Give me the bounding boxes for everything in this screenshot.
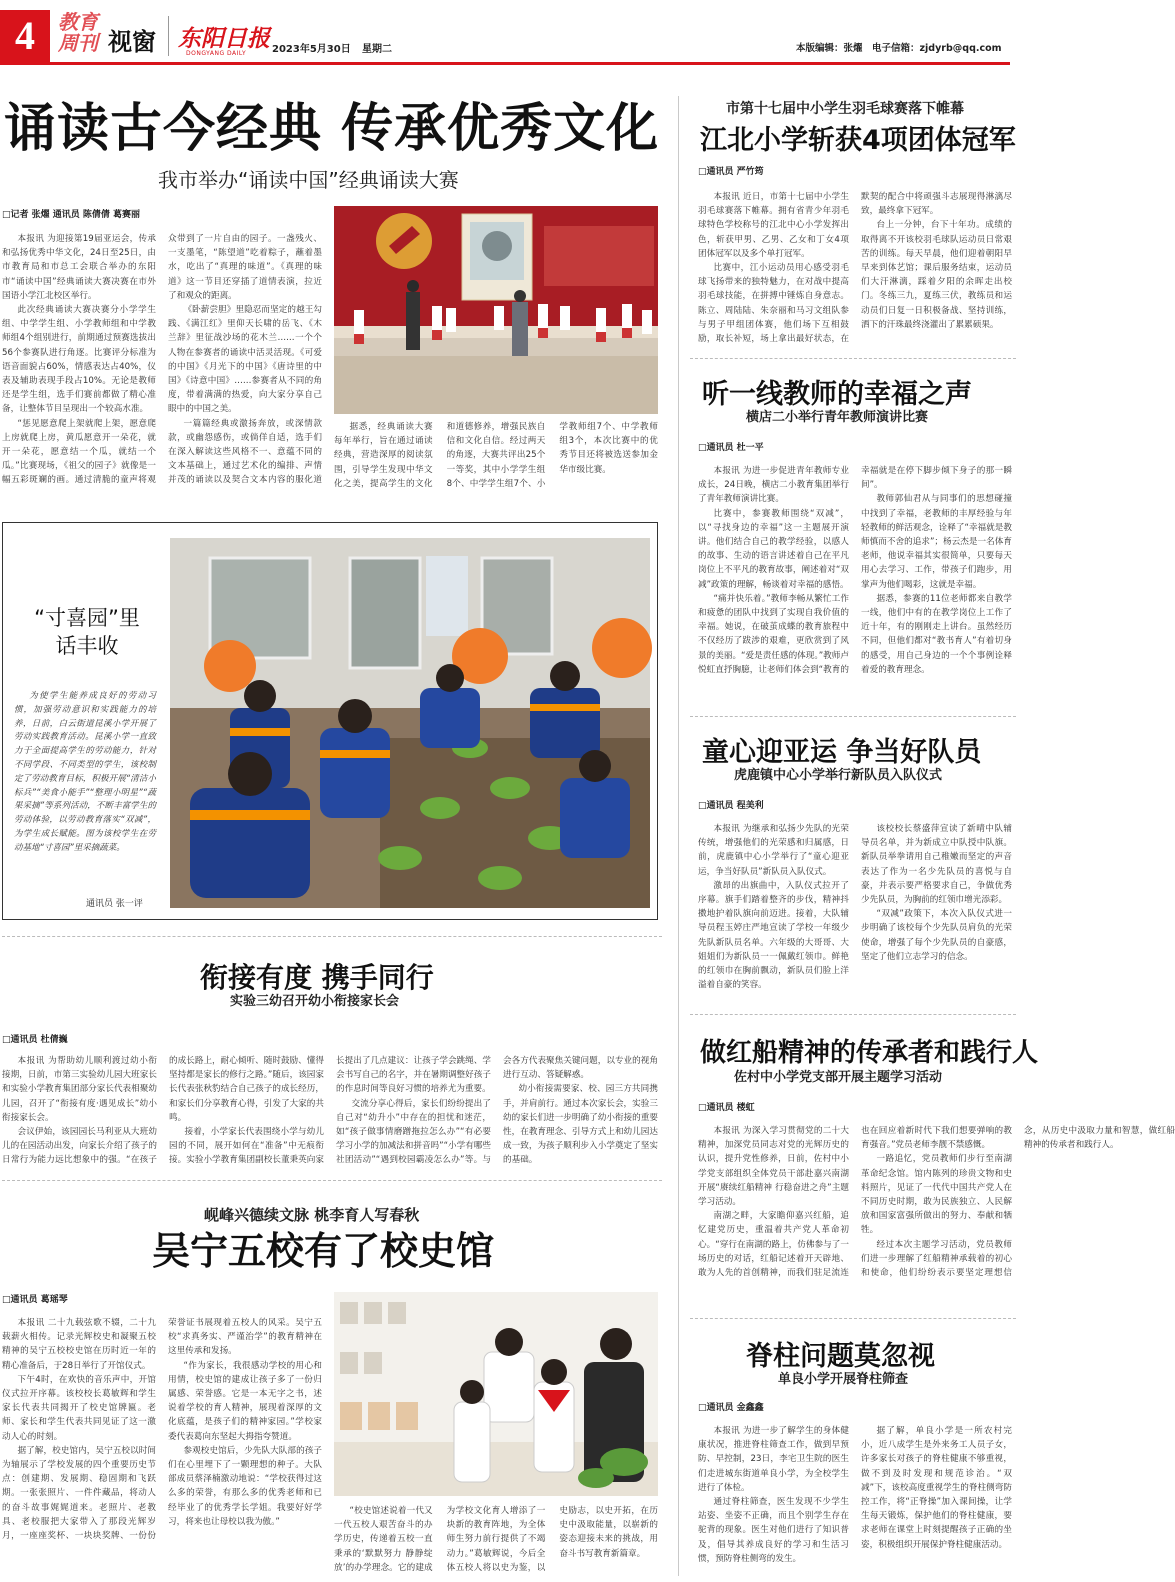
masthead-divider <box>168 16 169 56</box>
article-subhead: 虎鹿镇中心小学举行新队员入队仪式 <box>734 768 943 783</box>
article-subhead: 单良小学开展脊柱筛查 <box>778 1372 909 1387</box>
issue-weekday: 星期二 <box>362 44 392 55</box>
article-headline: 脊柱问题莫忽视 <box>746 1341 935 1372</box>
article-body: 本报讯 近日，市第十七届中小学生羽毛球赛落下帷幕。拥有省青少年羽毛球特色学校称号的江北中心小学发挥出色，斩获甲男、乙男、乙女和丁女4项团体冠军以及多个单打冠军。 比赛中，江小运动员用心感受羽毛球飞扬带来的独特魅力，在对战中提高羽毛球技能，在拼搏中锤炼自身意志。陈立、周陆陆、朱奈丽和马习文组队参与男子甲组团体赛，他们场下互相鼓励，取长补短，场上拿出最好状态，在默契的配合中将顽强斗志展现得淋漓尽致，最终拿下冠军。 台上一分钟，台下十年功。成绩的取得离不开该校羽毛球队运动员日常艰苦的训练。每天早晨，他们迎着朝阳早早来到体艺馆；课后服务结束，运动员们大汗淋漓，踩着夕阳的余晖走出校门。冬练三九，夏练三伏，教练员和运动员们日复一日积极备战、坚持训练，洒下的汗珠最终浇灌出了累累硕果。 <box>698 192 1012 345</box>
article-body: 本报讯 二十九载弦歌不辍，二十九载薪火相传。记录光辉校史和凝聚五校精神的吴宁五校校史馆在历时近一年的精心准备后，于28日举行了开馆仪式。 下午4时，在欢快的音乐声中，开馆仪式拉开序幕。该校校长葛敏辉和学生家长代表共同揭开了校史馆牌匾。老师、家长和学生代表共同见证了这一激动人心的时刻。 据了解，校史馆内，吴宁五校以时间为轴展示了学校发展的四个重要历史节点：创建期、发展期、稳固期和飞跃期。一张张照片、一件件藏品，将动人的奋斗故事娓娓道来。老照片、老教具、老校服把大家带入了那段光辉岁月，一座座奖杯、一块块奖牌、一份份荣誉证书展现着五校人的风采。吴宁五校“求真务实、严谨治学”的教育精神在这里传承和发扬。 “作为家长，我很感动学校的用心和用情，校史馆的建成让孩子多了一份归属感、荣誉感。它是一本无字之书，述说着学校的育人精神，展现着深厚的文化底蕴，是孩子们的精神家园。”学校家委代表葛向东坚起大拇指夸赞道。 参观校史馆后，少先队大队部的孩子们在心里埋下了一颗理想的种子。大队部成员蔡泽楠激动地说：“学校获得过这么多的荣誉，有那么多的优秀老师和已经毕业了的优秀学长学姐。我要好好学习，将来也让母校以我为傲。” <box>2 1318 322 1542</box>
article-headline: 吴宁五校有了校史馆 <box>152 1229 495 1273</box>
section-name-shichuang: 视窗 <box>108 27 156 56</box>
stage-scene-drawing <box>334 206 658 414</box>
garden-harvest-photo <box>170 538 650 908</box>
article-subhead: 横店二小举行青年教师演讲比赛 <box>746 410 929 425</box>
school-history-museum-photo <box>334 1292 658 1496</box>
article-byline: □通讯员 杜一平 <box>698 443 764 453</box>
article-byline: □通讯员 杜倩巍 <box>2 1035 68 1045</box>
masthead <box>0 0 1024 66</box>
section-divider <box>690 716 1016 717</box>
photo-feature-headline: “寸喜园”里 话丰收 <box>34 606 140 658</box>
article-body: 本报讯 为继承和弘扬少先队的光荣传统，增强他们的光荣感和归属感，日前，虎鹿镇中心小学举行了“童心迎亚运，争当好队员”新队员入队仪式。 激昂的出旗曲中，入队仪式拉开了序幕。旗手们踏着整齐的步伐，精神抖擞地护着队旗向前迈进。接着，大队辅导员程玉婷庄严地宣读了学校一年级少先队新队员名单。六年级的大哥哥、大姐姐们为新队员一一佩戴红领巾。鲜艳的红领巾在胸前飘动，新队员们脸上洋溢着自豪的笑容。 该校校长蔡盛萍宣读了新晴中队辅导员名单，并为新成立中队授中队旗。新队员举拳请用自己稚嫩而坚定的声音表达了作为一名少先队员的喜悦与自豪，并表示要严格要求自己，争做优秀少先队员，为胸前的红领巾增光添彩。 “双减”政策下，本次入队仪式进一步明确了该校每个少先队员肩负的光荣使命，增强了每个少先队员的自豪感，坚定了他们立志学习的信念。 <box>698 824 1012 991</box>
paper-logo: 东阳日报 <box>178 25 270 52</box>
article-body-continued: 据悉，经典诵读大赛每年举行，旨在通过诵读经典，营造深厚的阅读氛围，引导学生发现中华文化之美，提高学生的文化和道德修养，增强民族自信和文化自信。经过两天的角逐，大赛共评出25个一等奖，其中小学学生组8个、中学学生组7个、小学教师组7个、中学教师组3个，本次比赛中的优秀节目还将被选送参加金华市级比赛。 <box>334 422 658 489</box>
article-byline: □通讯员 金鑫鑫 <box>698 1403 764 1413</box>
paper-logo-en: DONGYANG DAILY <box>186 50 247 57</box>
article-byline: □通讯员 程美利 <box>698 801 764 811</box>
article-headline: 诵读古今经典 传承优秀文化 <box>4 99 660 159</box>
article-byline: □记者 张燿 通讯员 陈倩倩 葛赛丽 <box>2 210 141 220</box>
article-body: 本报讯 为深入学习贯彻党的二十大精神，加深党员同志对党的光辉历史的认识，提升党性修养，日前，佐村中小学党支部组织全体党员干部赴嘉兴南湖开展“赓续红船精神 行稳奋进之舟”主题学习活动。 南湖之畔，大家瞻仰嘉兴红船，追忆建党历史，重温着共产党人革命初心。“穿行在南湖的路上，仿佛参与了一场历史的对话，红船记述着开天辟地、敢为人先的首创精神，而我们驻足流连也在回应着新时代下我们想要弹响的教育强音。”党员老师李靓不禁感慨。 一路追忆，党员教师们步行至南湖革命纪念馆。馆内陈列的珍贵文物和史料照片，见证了一代代中国共产党人在不同历史时期，敢为民族独立、人民解放和国家富强所做出的努力、奉献和牺牲。 经过本次主题学习活动，党员教师们进一步理解了红船精神承载着的初心和使命，他们纷纷表示要坚定理想信念，从历史中汲取力量和智慧，做红船精神的传承者和践行人。 <box>698 1126 1175 1279</box>
article-kicker: 市第十七届中小学生羽毛球赛落下帷幕 <box>726 101 964 117</box>
article-headline: 听一线教师的幸福之声 <box>702 379 972 410</box>
article-headline: 衔接有度 携手同行 <box>200 961 434 994</box>
article-headline: 江北小学斩获4项团体冠军 <box>700 125 1016 156</box>
article-subhead: 实验三幼召开幼小衔接家长会 <box>230 994 400 1009</box>
section-divider <box>2 936 662 937</box>
photo-feature-caption: 为使学生能养成良好的劳动习惯，加强劳动意识和实践能力的培养，日前，白云街道昆溪小学开展了劳动实践教育活动。昆溪小学一直致力于全面提高学生的劳动能力，针对不同学段、不同类型的学生，该校制定了劳动教育目标，积极开展“清洁小标兵”“美食小能手”“整理小明星”“蔬果采摘”等系列活动，不断丰富学生的劳动体验，以劳动教育落实“双减”，为学生成长赋能。图为该校学生在劳动基地“寸喜园”里采摘蔬菜。 <box>14 691 156 853</box>
section-divider <box>690 1014 1016 1015</box>
article-body: 本报讯 为迎接第19届亚运会，传承和弘扬优秀中华文化，24日至25日，由市教育局和市总工会联合举办的东阳市“诵读中国”经典诵读大赛决赛在市外国语小学江北校区举行。 此次经典诵读大赛决赛分小学学生组、中学学生组、小学教师组和中学教师组4个组别进行，前期通过预赛选拔出56个参赛队进行角逐。比赛评分标准为语音面貌占60%，情感表达占40%，仪表及辅助表现手段占10%。无论是教师还是学生组，选手们赛前都做了精心准备，让整体节目呈现出一个较高水准。 “惩见愿意爬上架就爬上架，愿意爬上房就爬上房，黄瓜愿意开一朵花，就开一朵花，愿意结一个瓜，就结一个瓜。”比赛现场，《祖父的园子》就像是一幅五彩斑斓的画。通过清脆的童声将观众带到了一片自由的园子。一盏残火、一支墨笔，“陈望道”吃着粽子，蘸着墨水，吃出了“真理的味道”。《真理的味道》这一节目还穿插了道情表演，拉近了和观众的距离。 《卧薪尝胆》里隐忍而坚定的越王勾践、《满江红》里仰天长啸的岳飞、《木兰辞》里征战沙场的花木兰……一个个人物在参赛者的诵读中活灵活现。《可爱的中国》《月光下的中国》《唐诗里的中国》《诗意中国》……参赛者从不同的角度，带着满满的热爱，向大家分享自己眼中的中国之美。 一篇篇经典或激扬奔放，或深情款款，或幽怨感伤，或倘佯自适，选手们在深入解读这些风格不一、意蕴不同的文本基础上，通过艺术化的编排、声情并茂的诵读以及契合文本内容的服化道 <box>2 234 322 486</box>
photo-feature-byline: 通讯员 张一评 <box>86 899 143 909</box>
article-headline: 童心迎亚运 争当好队员 <box>702 737 982 768</box>
garden-scene-drawing <box>170 538 650 908</box>
section-name-jiaoyu: 教育周刊 <box>58 10 98 55</box>
article-body: 本报讯 为帮助幼儿顺利渡过幼小衔接期，日前，市第三实验幼儿园大班家长和实验小学教育集团部分家长代表相聚幼儿园，召开了“衔接有度·遇见成长”幼小衔接家长会。 会议伊始，该园园长马利亚从大班幼儿的在园活动出发，向家长介绍了孩子的日常行为能力远比想象中的强。“在孩子的成长路上，耐心倾听、随时鼓励、懂得坚持都是家长的修行之路。”随后，该园家长代表张秋豹结合自己孩子的成长经历，和家长们分享教育心得，引发了大家的共鸣。 接着，小学家长代表围绕小学与幼儿园的不同，展开如何在“准备”中无痕衔接。实验小学教育集团副校长董秉英向家长提出了几点建议：让孩子学会跳绳、学会书写自己的名字，并在暑期调整好孩子的作息时间等良好习惯的培养尤为重要。 交流分享心得后，家长们纷纷提出了自己对“幼升小”中存在的担忧和迷茫，如“孩子做事情磨蹭拖拉怎么办”“有必要学习小学的加减法和拼音吗”“小学有哪些社团活动”“遇到校园霸凌怎么办”等。与会各方代表聚焦关键问题，以专业的视角进行互动、答疑解惑。 幼小衔接需要家、校、园三方共同携手，并肩前行。通过本次家长会，实验三幼的家长们进一步明确了幼小衔接的重要性，在教育理念、引导方式上和幼儿园达成一致，为孩子顺利步入小学奠定了坚实的基础。 <box>2 1056 658 1166</box>
section-divider <box>690 1318 1016 1319</box>
article-byline: □通讯员 严竹筠 <box>698 167 764 177</box>
article-subhead: 我市举办“诵读中国”经典诵读大赛 <box>158 168 459 192</box>
article-subhead: 佐村中小学党支部开展主题学习活动 <box>734 1070 943 1085</box>
section-divider <box>690 358 1016 359</box>
column-divider <box>678 96 679 1576</box>
issue-date: 2023年5月30日 <box>272 44 351 55</box>
recitation-stage-photo <box>334 206 658 414</box>
article-body-continued: “校史馆述说着一代又一代五校人艰苦奋斗的办学历史，传递着五校一直秉承的‘默默努力 静静绽放’的办学理念。它的建成为学校文化育人增添了一块新的教育阵地，为全体师生努力前行提供了不竭动力。”葛敏辉说，今后全体五校人将以史为鉴，以史励志，以史开拓，在历史中汲取能量，以崭新的姿态迎接未来的挑战，用奋斗书写教育新篇章。 <box>334 1506 658 1573</box>
museum-scene-drawing <box>334 1292 658 1496</box>
article-kicker: 岘峰兴德续文脉 桃李育人写春秋 <box>204 1206 420 1224</box>
article-byline: □通讯员 葛瑶琴 <box>2 1295 68 1305</box>
article-body: 本报讯 为进一步了解学生的身体健康状况，推进脊柱筛查工作，做到早预防、早控制，23日，李宅卫生院的医生们走进城东街道单良小学，为全校学生进行了体检。 通过脊柱筛查，医生发现不少学生站姿、坐姿不正确，而且个别学生存在驼背的现象。医生对他们进行了知识普及，倡导其养成良好的学习和生活习惯，预防脊柱侧弯的发生。 据了解，单良小学是一所农村完小，近八成学生是外来务工人员子女，许多家长对孩子的脊柱健康不够重视，做不到及时发现和规范诊治。“双减”下，该校高度重视学生的脊柱侧弯防控工作，将“正脊操”加入课间操，让学生每天锻炼，保护他们的脊柱健康，要求老师在课堂上时刻提醒孩子正确的坐姿，积极组织开展保护脊柱健康活动。 <box>698 1426 1012 1564</box>
article-body: 本报讯 为进一步促进青年教师专业成长，24日晚，横店二小教育集团举行了青年教师演讲比赛。 比赛中，参赛教师围绕“双减”，以“寻找身边的幸福”这一主题展开演讲。他们结合自己的教学经验，以感人的故事、生动的语言讲述着自己在平凡岗位上不平凡的教育故事，阐述着对“双减”政策的理解，畅谈着对幸福的感悟。 “痛并快乐着。”教师李畅从繁忙工作和疲惫的团队中找到了实现自我价值的幸福。她说，在破茧成蝶的教育旅程中不仅经历了跋涉的艰难，更欣赏到了风景的美丽。“爱是责任感的体现。”教师卢悦虹直抒胸臆，让老师们体会到“教育的幸福就是在停下脚步倾下身子的那一瞬间”。 教师郭仙君从与同事们的思想碰撞中找到了幸福，老教师的丰厚经验与年轻教师的鲜活观念，诠释了“幸福就是教师慎而不舍的追求”；杨云杰是一名体育老师，他说幸福其实很简单，只要每天用心去学习、工作，带孩子们跑步，用掌声为他们喝彩，这就是幸福。 据悉，参赛的11位老师都来自教学一线，他们中有的在教学岗位上工作了近十年，有的刚刚走上讲台。虽然经历不同，但他们都对“教书育人”有着切身的感受，用自己身边的一个个事例诠释着爱的教育理念。 <box>698 466 1012 675</box>
page-number-badge: 4 <box>0 10 50 62</box>
page-editor: 本版编辑：张燿 <box>796 43 863 54</box>
section-divider <box>2 1180 662 1181</box>
article-byline: □通讯员 楼虹 <box>698 1103 755 1113</box>
masthead-rule <box>0 62 1010 65</box>
editor-email: 电子信箱：zjdyrb@qq.com <box>872 43 1002 54</box>
article-headline: 做红船精神的传承者和践行人 <box>700 1038 1039 1068</box>
